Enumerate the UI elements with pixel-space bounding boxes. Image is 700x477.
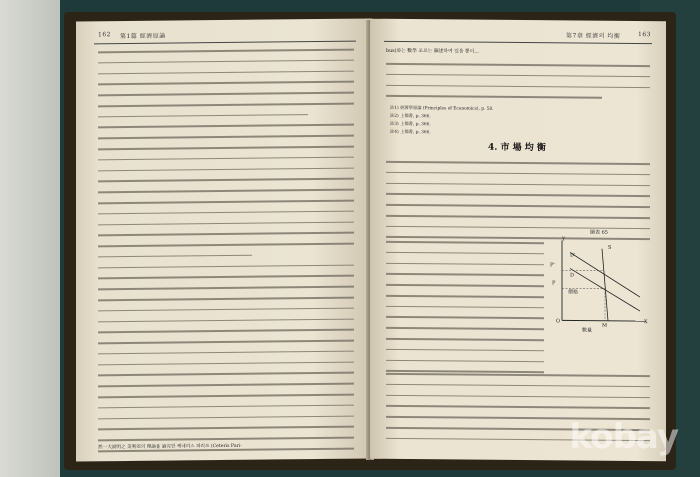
right-first-line: bus)와는 數學 조로는 陳述하여 있을 뿐이... xyxy=(386,48,479,55)
background-left xyxy=(0,0,60,477)
d-prime-label: D' xyxy=(570,252,576,259)
left-body-text xyxy=(98,49,354,462)
right-body-top xyxy=(386,63,650,108)
figure-graph xyxy=(548,234,652,333)
left-page xyxy=(76,18,372,461)
right-page-number: 163 xyxy=(638,31,651,39)
y-axis-caption: 價格 xyxy=(568,289,579,296)
p-prime-label: P' xyxy=(550,262,555,269)
x-axis-caption: 數量 xyxy=(582,327,593,334)
footnote-4: 註4) 上揭書, p. 366. xyxy=(390,129,431,136)
left-page-number: 162 xyxy=(98,31,111,39)
p-label: P xyxy=(552,280,556,287)
left-page-header-title: 第1篇 經濟原論 xyxy=(120,32,166,41)
footnote-2: 註2) 上揭書, p. 366. xyxy=(390,113,431,120)
left-last-line: 然一大說明之 美利亞의 理論을 論究한 케네리스 파리쓰 (Ceteris Pari- xyxy=(98,443,242,451)
left-header-rule xyxy=(94,41,356,45)
origin-label: O xyxy=(556,318,561,325)
figure-label: 圖表 65 xyxy=(590,229,608,236)
kobay-watermark: kobay xyxy=(569,417,678,457)
x-axis-letter: X xyxy=(644,319,648,326)
footnote-1: 註1) 經濟學原論 (Principles of Economics), p. 58. xyxy=(390,105,494,112)
footnote-3: 註3) 上揭書, p. 366. xyxy=(390,121,431,128)
m-label: M xyxy=(602,322,608,329)
s-label: S xyxy=(608,244,612,251)
d-label: D xyxy=(570,272,575,279)
section-title: 4. 市 場 均 衡 xyxy=(488,142,546,154)
right-header-rule xyxy=(384,41,652,44)
x-axis xyxy=(562,320,646,321)
y-axis-letter: Y xyxy=(562,236,566,243)
open-book xyxy=(64,12,676,470)
supply-demand-figure xyxy=(548,229,652,334)
right-body-beside-figure xyxy=(386,241,544,383)
right-page xyxy=(370,19,666,462)
right-page-header-title: 第7章 經濟의 均衡 xyxy=(566,32,621,40)
